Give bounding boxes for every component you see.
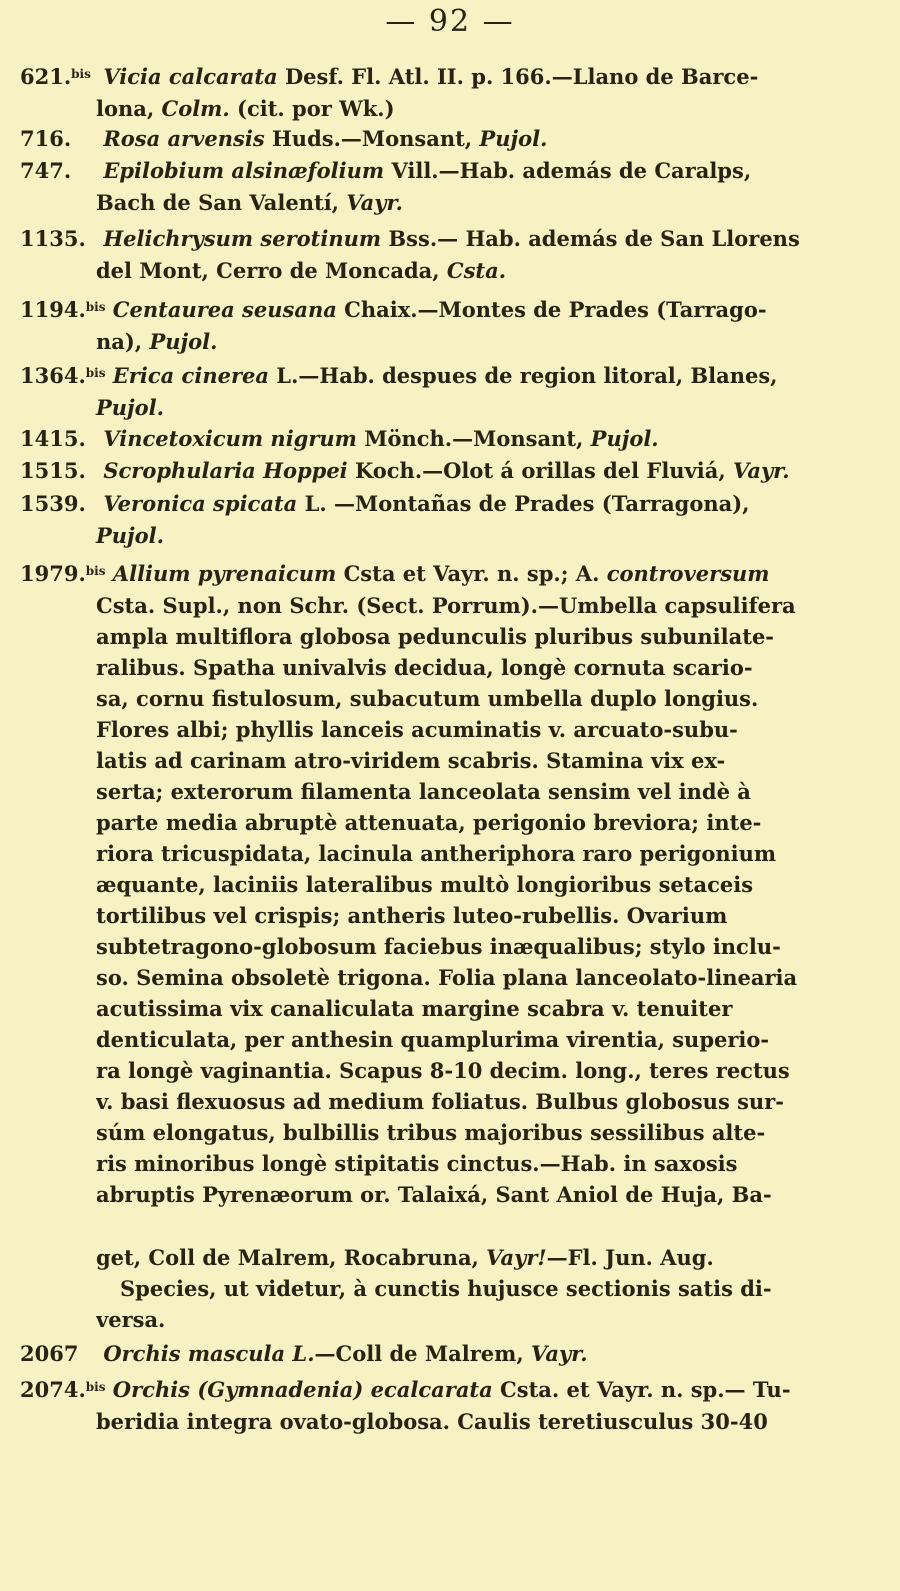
species-name: Helichrysum serotinum (103, 226, 382, 251)
entry-1364: 1364.$^{bis}$ Erica cinerea L.—Hab. despues de region litoral, Blanes, Pujol. (20, 363, 778, 420)
species-name: Orchis (Gymnadenia) ecalcarata (112, 1377, 493, 1402)
species-name: Veronica spicata (103, 491, 298, 516)
description-line: latis ad carinam atro-viridem scabris. Stamina vix ex- (96, 748, 726, 773)
entry-1539: 1539. Veronica spicata L. —Montañas de Prades (Tarragona), Pujol. (20, 491, 750, 548)
description-line: ris minoribus longè stipitatis cinctus.—Hab. in saxosis (96, 1151, 738, 1176)
description-line: ampla multiflora globosa pedunculis pluribus subunilate- (96, 624, 775, 649)
species-name: Rosa arvensis (103, 126, 265, 151)
entry-2067: 2067 Orchis mascula L.—Coll de Malrem, Vayr. (20, 1341, 588, 1366)
species-name: Allium pyrenaicum (112, 561, 337, 586)
description-line: tortilibus vel crispis; antheris luteo-rubellis. Ovarium (96, 903, 728, 928)
entry-621: 621.$^{bis}$ Vicia calcarata Desf. Fl. Atl. II. p. 166.—Llano de Barce- lona, Colm. (cit. por Wk.) (20, 58, 886, 125)
entry-2074: 2074.$^{bis}$ Orchis (Gymnadenia) ecalcarata Csta. et Vayr. n. sp.— Tu- beridia integra ovato-globosa. Caulis teretiusculus 30-40 (20, 1377, 791, 1434)
allium-last-line: get, Coll de Malrem, Rocabruna, Vayr!—Fl. Jun. Aug. Species, ut videtur, à cunctis hujusce sectionis satis di- versa. (96, 1245, 772, 1332)
species-name: Erica cinerea (112, 363, 269, 388)
species-name: Scrophularia Hoppei (103, 458, 348, 483)
description-line: acutissima vix canaliculata margine scabra v. tenuiter (96, 996, 733, 1021)
entry-1979-allium: 1979.$^{bis}$ Allium pyrenaicum Csta et Vayr. n. sp.; A. controversum (20, 561, 770, 586)
description-line: parte media abruptè attenuata, perigonio breviora; inte- (96, 810, 762, 835)
description-line: so. Semina obsoletè trigona. Folia plana lanceolato-linearia (96, 965, 798, 990)
description-line: sa, cornu fistulosum, subacutum umbella duplo longius. (96, 686, 759, 711)
entry-text: Desf. Fl. Atl. II. p. 166.—Llano de Barce- (284, 64, 759, 89)
entry-1415: 1415. Vincetoxicum nigrum Mönch.—Monsant, Pujol. (20, 426, 659, 451)
description-line: súm elongatus, bulbillis tribus majoribus sessilibus alte- (96, 1120, 766, 1145)
description-line: serta; exterorum filamenta lanceolata sensim vel indè à (96, 779, 751, 804)
description-line: riora tricuspidata, lacinula antheriphora raro perigonium (96, 841, 777, 866)
description-line: subtetragono-globosum faciebus inæqualibus; stylo inclu- (96, 934, 781, 959)
description-line: Flores albi; phyllis lanceis acuminatis v. arcuato-subu- (96, 717, 738, 742)
description-line: abruptis Pyrenæorum or. Talaixá, Sant Aniol de Huja, Ba- (96, 1182, 772, 1207)
species-name: Vicia calcarata (103, 64, 278, 89)
species-name: Centaurea seusana (112, 297, 337, 322)
species-name: Orchis mascula L. (103, 1341, 315, 1366)
entry-1194: 1194.$^{bis}$ Centaurea seusana Chaix.—Montes de Prades (Tarrago- na), Pujol. (20, 297, 767, 354)
entry-1135: 1135. Helichrysum serotinum Bss.— Hab. además de San Llorens del Mont, Cerro de Moncada, Csta. (20, 226, 800, 283)
description-line: denticulata, per anthesin quamplurima virentia, superio- (96, 1027, 770, 1052)
description-line: Csta. Supl., non Schr. (Sect. Porrum).—Umbella capsulifera (96, 593, 796, 618)
species-name: Vincetoxicum nigrum (103, 426, 357, 451)
description-line: æquante, laciniis lateralibus multò longioribus setaceis (96, 872, 754, 897)
entry-747: 747. Epilobium alsinæfolium Vill.—Hab. además de Caralps, Bach de San Valentí, Vayr. (20, 158, 752, 215)
entry-1515: 1515. Scrophularia Hoppei Koch.—Olot á orillas del Fluviá, Vayr. (20, 458, 790, 483)
description-line: ralibus. Spatha univalvis decidua, longè cornuta scario- (96, 655, 753, 680)
species-name: Epilobium alsinæfolium (103, 158, 385, 183)
description-line: v. basi flexuosus ad medium foliatus. Bulbus globosus sur- (96, 1089, 784, 1114)
allium-description (96, 590, 886, 1210)
page-number: — 92 — (385, 4, 515, 39)
entry-number: 621.$^{bis}$ (20, 64, 91, 89)
entry-716: 716. Rosa arvensis Huds.—Monsant, Pujol. (20, 126, 548, 151)
description-line: ra longè vaginantia. Scapus 8-10 decim. long., teres rectus (96, 1058, 790, 1083)
